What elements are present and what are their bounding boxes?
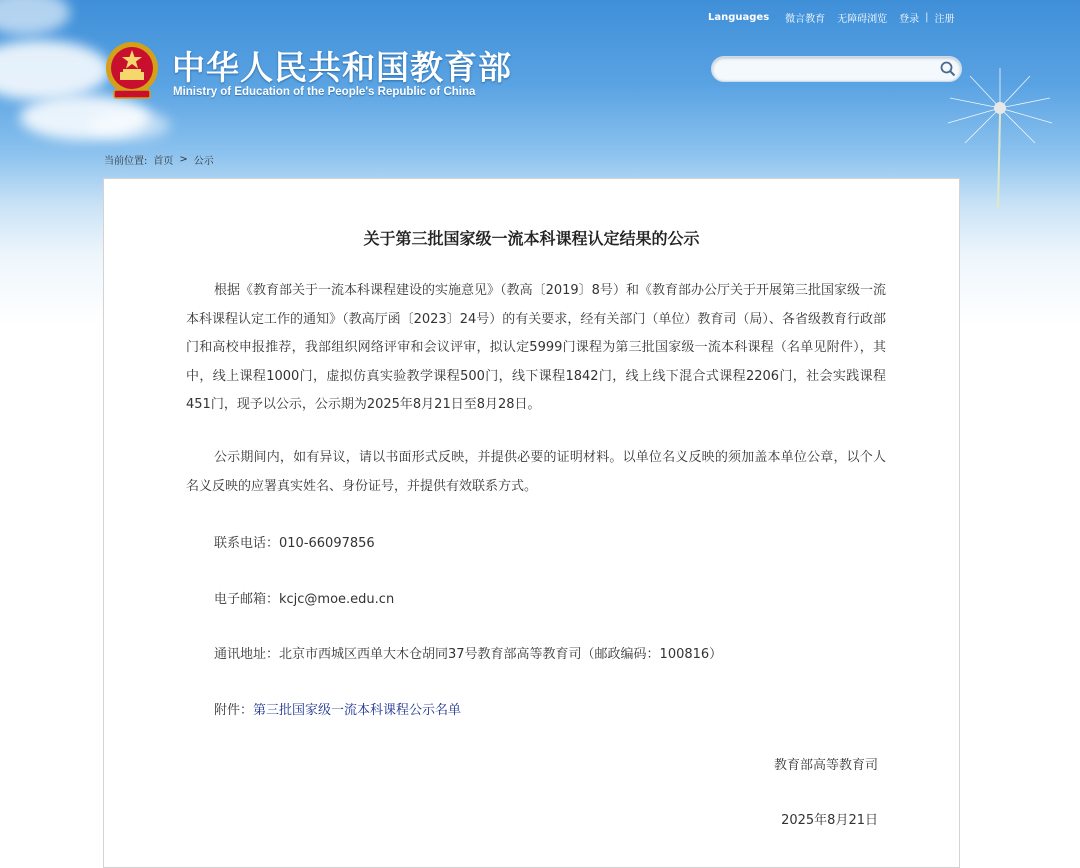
signature: 教育部高等教育司 — [773, 758, 878, 773]
breadcrumb-arrow-icon: > — [179, 154, 188, 165]
search-icon[interactable] — [939, 60, 957, 78]
search-input[interactable] — [724, 60, 938, 80]
link-separator: | — [925, 11, 929, 23]
contact-email: 电子邮箱：kcjc@moe.edu.cn — [214, 592, 395, 607]
accessibility-link[interactable]: 无障碍浏览 — [837, 13, 888, 25]
contact-phone: 联系电话：010-66097856 — [214, 536, 375, 551]
attachment-label: 附件： — [214, 703, 254, 718]
search-box — [711, 56, 962, 82]
publish-date: 2025年8月21日 — [781, 813, 878, 828]
register-link[interactable]: 注册 — [934, 13, 955, 25]
top-links — [708, 9, 955, 25]
cloud-decoration — [90, 110, 170, 140]
attachment-link[interactable]: 第三批国家级一流本科课程公示名单 — [253, 703, 462, 718]
article-paragraph-1: 根据《教育部关于一流本科课程建设的实施意见》（教高〔2019〕8号）和《教育部办公厅关于开展第三批国家级一流本科课程认定工作的通知》（教高厅函〔2023〕24号）的有关要求，经有关部门（单位）教育司（局）、各省级教育行政部门和高校申报推荐，我部组织网络评审和会议评审，拟认定5999门课程为第三批国家级一流本科课程（名单见附件），其中，线上课程1000门，虚拟仿真实验教学课程500门，线下课程1842门，线上线下混合式课程2206门，社会实践课程451门，现予以公示，公示期为2025年8月21日至8月28日。 — [186, 283, 886, 413]
article-panel — [103, 178, 960, 868]
login-link[interactable]: 登录 — [899, 13, 920, 25]
breadcrumb — [104, 152, 214, 167]
national-emblem-icon[interactable] — [104, 40, 160, 102]
site-logo-cn[interactable]: 中华人民共和国教育部 — [172, 48, 512, 87]
article-paragraph-2: 公示期间内，如有异议，请以书面形式反映，并提供必要的证明材料。以单位名义反映的须加盖本单位公章，以个人名义反映的应署真实姓名、身份证号，并提供有效联系方式。 — [186, 450, 886, 494]
breadcrumb-home[interactable]: 首页 — [153, 156, 174, 167]
article-title: 关于第三批国家级一流本科课程认定结果的公示 — [363, 229, 700, 248]
contact-address: 通讯地址：北京市西城区西单大木仓胡同37号教育部高等教育司（邮政编码：100816） — [214, 647, 723, 662]
breadcrumb-label: 当前位置: — [104, 156, 148, 167]
site-logo-en[interactable]: Ministry of Education of the People's Republic of China — [173, 86, 476, 98]
attachment-row — [214, 699, 461, 718]
breadcrumb-current[interactable]: 公示 — [193, 156, 214, 167]
weibo-link[interactable]: 微言教育 — [785, 13, 826, 25]
languages-link[interactable]: Languages — [708, 11, 770, 23]
